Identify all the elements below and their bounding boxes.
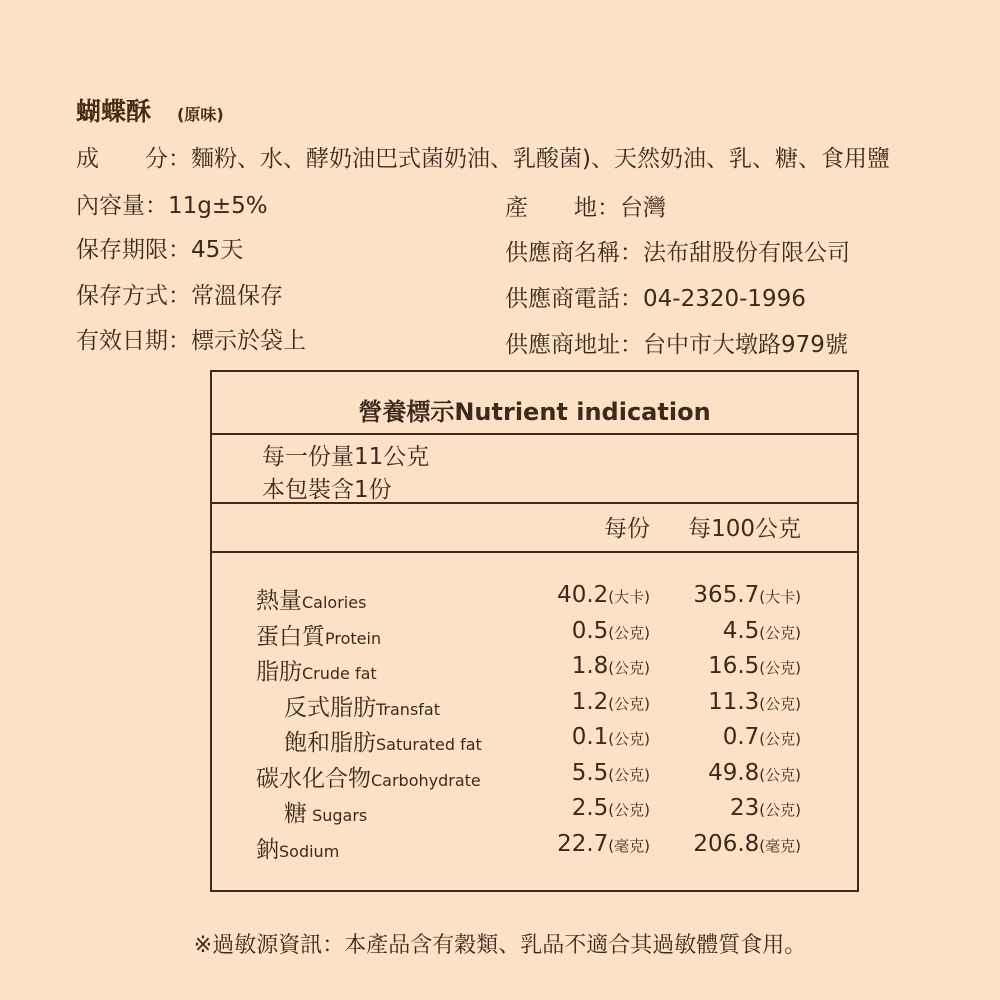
servings-per-package: 本包裝含1份 [262,477,392,503]
value: 22.7 [557,830,609,857]
per-100g-value [708,653,801,679]
ingredients-label: 成 分 [76,146,168,172]
nutrient-row [212,582,857,618]
value: 365.7 [693,582,760,608]
info-value: 11g±5% [168,193,268,219]
divider [212,551,857,553]
value: 206.8 [693,830,760,857]
nutrient-name-zh: 蛋白質 [256,623,325,650]
per-serving-value [572,618,650,644]
info-label: 供應商地址 [505,332,620,358]
ingredients: 成 分：麵粉、水、酵奶油巴式菌奶油、乳酸菌)、天然奶油、乳、糖、食用鹽 [76,146,890,172]
nutrient-row [212,618,857,654]
nutrient-name-en: Calories [302,593,367,612]
allergen-note: ※過敏源資訊：本產品含有穀類、乳品不適合其過敏體質食用。 [193,933,807,958]
nutrient-name [256,582,366,615]
per-100g-value [708,689,801,715]
product-title [76,92,224,128]
divider [212,502,857,504]
nutrient-name-zh: 熱量 [256,588,302,614]
value: 1.2 [571,688,609,715]
unit: (公克) [759,694,801,713]
info-label: 供應商電話 [505,286,620,312]
per-100g-value [723,618,801,644]
unit: (大卡) [608,588,650,606]
ingredients-value: 麵粉、水、酵奶油巴式菌奶油、乳酸菌)、天然奶油、乳、糖、食用鹽 [191,146,890,172]
nutrition-table [210,370,859,892]
per-serving-value [572,760,650,786]
info-supplier-name: 供應商名稱：法布甜股份有限公司 [505,240,850,266]
unit: (公克) [608,765,650,784]
per-100g-value [730,795,801,821]
serving-size: 每一份量11公克 [262,444,430,470]
nutrient-row [212,760,857,796]
info-storage: 保存方式：常溫保存 [76,283,283,309]
value: 0.5 [571,617,609,644]
unit: (公克) [608,801,650,819]
value: 0.7 [722,724,760,750]
nutrient-row [212,795,857,831]
per-serving-value [557,582,650,608]
unit: (大卡) [759,588,801,606]
nutrition-title: 營養標示Nutrient indication [358,398,711,426]
per-100g-value [693,831,801,857]
info-value: 常溫保存 [191,283,283,309]
unit: (公克) [608,730,650,748]
nutrient-row [212,653,857,689]
per-100g-value [708,760,801,786]
nutrient-row [212,724,857,760]
nutrient-name-en: Saturated fat [376,735,482,754]
divider [212,433,857,435]
info-supplier-phone: 供應商電話：04-2320-1996 [505,286,806,312]
per-100g-value [693,582,801,608]
info-shelf-life: 保存期限：45天 [76,237,244,263]
nutrient-name-en: Transfat [376,699,440,719]
value: 11.3 [708,688,760,715]
value: 49.8 [708,759,760,786]
column-header-per-serving: 每份 [604,516,650,542]
info-value: 台灣 [620,195,666,221]
per-serving-value [572,724,650,750]
unit: (公克) [759,801,801,819]
nutrient-name-en: Sodium [279,841,340,861]
value: 1.8 [571,653,609,679]
nutrient-name-zh: 鈉 [256,836,279,863]
info-label: 內容量 [76,193,145,219]
per-100g-value [723,724,801,750]
nutrient-name-en: Carbohydrate [371,770,481,790]
value: 2.5 [571,795,609,821]
info-net-content: 內容量：11g±5% [76,193,268,219]
info-origin: 產 地：台灣 [505,195,666,221]
nutrient-name-en: Crude fat [302,664,377,683]
info-value: 04-2320-1996 [643,286,806,312]
nutrient-row [212,831,857,867]
nutrient-name-zh: 脂肪 [256,659,302,685]
info-label: 保存期限 [76,237,168,263]
nutrient-name [256,831,339,864]
product-name: 蝴蝶酥 [76,97,152,126]
nutrient-name [284,795,367,828]
nutrient-name-zh: 反式脂肪 [284,694,376,721]
unit: (公克) [759,730,801,748]
nutrient-name-zh: 碳水化合物 [256,765,371,792]
info-value: 法布甜股份有限公司 [643,240,850,266]
info-supplier-address: 供應商地址：台中市大墩路979號 [505,332,848,358]
nutrient-name-zh: 飽和脂肪 [284,730,376,756]
info-value: 45天 [191,237,244,263]
value: 40.2 [557,582,609,608]
nutrient-name [256,760,481,793]
value: 23 [730,795,760,821]
value: 16.5 [708,653,760,679]
product-flavor: (原味) [177,105,224,124]
nutrient-name-en: Sugars [307,806,368,825]
per-serving-value [572,795,650,821]
info-label: 保存方式 [76,283,168,309]
unit: (毫克) [608,836,650,855]
value: 0.1 [571,724,609,750]
column-header-per-100g: 每100公克 [688,516,801,542]
nutrient-name [284,689,440,722]
unit: (公克) [759,659,801,677]
unit: (公克) [759,623,801,642]
info-label: 產 地 [505,195,597,221]
info-value: 台中市大墩路979號 [643,332,848,358]
value: 4.5 [722,617,760,644]
info-label: 有效日期 [76,328,168,354]
unit: (公克) [608,659,650,677]
nutrient-name-zh: 糖 [284,801,307,827]
nutrient-name-en: Protein [325,628,382,648]
nutrient-name [284,724,482,757]
nutrient-name [256,653,377,686]
nutrient-name [256,618,381,651]
per-serving-value [572,653,650,679]
info-expiry: 有效日期：標示於袋上 [76,328,306,354]
info-label: 供應商名稱 [505,240,620,266]
nutrient-row [212,689,857,725]
unit: (公克) [608,694,650,713]
unit: (毫克) [759,836,801,855]
unit: (公克) [608,623,650,642]
per-serving-value [572,689,650,715]
info-value: 標示於袋上 [191,328,306,354]
unit: (公克) [759,765,801,784]
value: 5.5 [571,759,609,786]
per-serving-value [557,831,650,857]
